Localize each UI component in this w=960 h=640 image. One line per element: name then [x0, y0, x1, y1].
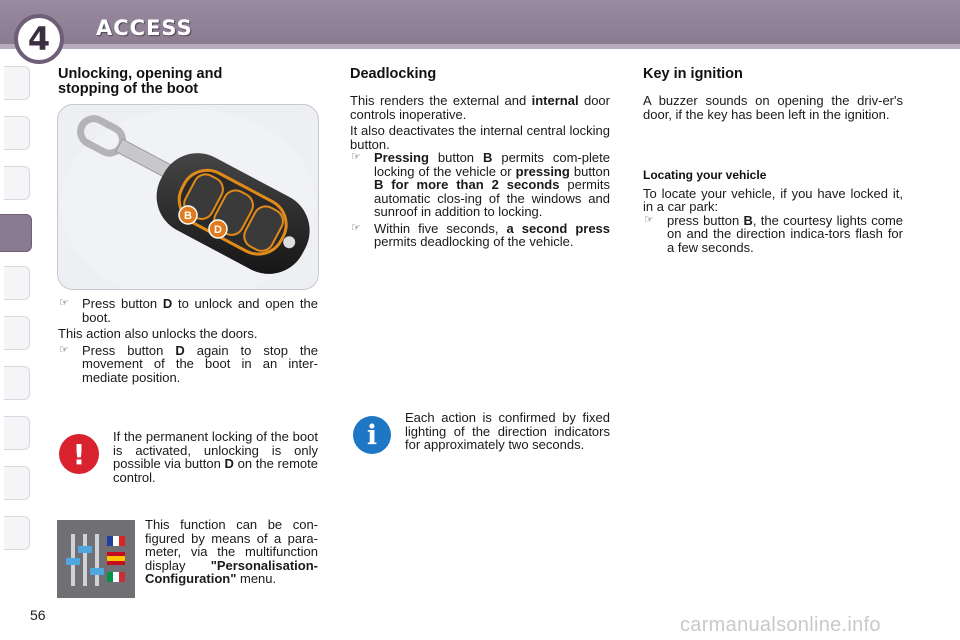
menu-name: "Personalisation-Configuration" [145, 557, 318, 586]
boot-instructions [58, 297, 318, 384]
chapter-tab-1[interactable] [4, 66, 30, 100]
ignition-section [643, 67, 903, 254]
chapter-title: ACCESS [96, 16, 193, 40]
text: Within five seconds, [374, 220, 507, 236]
text: , the courtesy lights come on and the direction indica-tors flash for a few seconds. [667, 212, 904, 255]
chapter-tab-9[interactable] [4, 466, 30, 500]
emphasis: internal [531, 93, 579, 108]
locating-bullet [643, 214, 903, 255]
watermark: carmanualsonline.info [680, 614, 881, 636]
emphasis: pressing [515, 163, 570, 179]
ignition-para: A buzzer sounds on opening the driv-er's door, if the key has been left in the ignition. [643, 93, 903, 122]
text: door controls inoperative. [350, 93, 610, 122]
text: Press button [82, 296, 163, 311]
chapter-number-badge [14, 14, 64, 64]
text: Press button [82, 342, 176, 358]
exclamation-icon: ! [59, 434, 99, 474]
boot-section-heading-wrap [58, 67, 268, 97]
locating-heading: Locating your vehicle [643, 168, 767, 182]
text: permits automatic clos-ing of the windows and sunroof in addition to locking. [374, 177, 610, 219]
key-label-b: B [184, 210, 192, 222]
chapter-tab-10[interactable] [4, 516, 30, 550]
chapter-tab-4-active[interactable] [0, 214, 32, 252]
config-note [145, 518, 318, 586]
emphasis: B for more than 2 seconds [374, 177, 560, 192]
key-label-d: D [214, 224, 222, 236]
text: menu. [236, 571, 277, 586]
button-key-d: D [162, 296, 173, 311]
chapter-number: 4 [27, 20, 51, 58]
chapter-tabs [0, 66, 34, 576]
boot-bullet-1 [58, 297, 318, 324]
text: again to stop the movement of the boot in an inter-mediate position. [82, 342, 318, 385]
chapter-tab-6[interactable] [4, 316, 30, 350]
settings-sliders-flags-icon [57, 520, 135, 598]
page-number: 56 [30, 607, 46, 623]
chapter-tab-2[interactable] [4, 116, 30, 150]
text: This renders the external and [350, 93, 532, 108]
config-icon-svg [57, 520, 135, 598]
emphasis: Pressing [374, 150, 429, 165]
text: on the remote control. [113, 456, 319, 485]
text: to unlock and open the boot. [82, 296, 318, 325]
text: button [569, 163, 610, 179]
chapter-tab-5[interactable] [4, 266, 30, 300]
pointing-hand-icon: ☞ [59, 343, 69, 356]
pointing-hand-icon: ☞ [644, 213, 654, 226]
info-note: Each action is confirmed by fixed lighting of the direction indicators for approximately two seconds. [405, 410, 610, 452]
text: permits deadlocking of the vehicle. [374, 234, 574, 249]
ignition-heading: Key in ignition [643, 66, 743, 82]
deadlocking-para-2: It also deactivates the internal central locking button. [350, 123, 610, 152]
text: permits com-plete locking of the vehicle or [374, 150, 610, 179]
deadlocking-para-1 [350, 94, 610, 121]
boot-bullet-2 [58, 344, 318, 385]
text: If the permanent locking of the boot is activated, unlocking is only possible via button [113, 429, 318, 471]
pointing-hand-icon: ☞ [59, 297, 69, 309]
button-key-d: D [175, 342, 185, 358]
chapter-tab-3[interactable] [4, 166, 30, 200]
chapter-tab-7[interactable] [4, 366, 30, 400]
warning-note [113, 430, 318, 484]
text: press button [667, 212, 744, 228]
header-strip [0, 44, 960, 49]
boot-section-heading: Unlocking, opening and stopping of the boot [58, 66, 223, 97]
deadlocking-section [350, 67, 610, 249]
info-icon: i [353, 416, 391, 454]
pointing-hand-icon: ☞ [351, 221, 361, 234]
button-key-b: B [482, 150, 493, 165]
emphasis: a second press [506, 220, 611, 236]
button-key-d: D [224, 456, 234, 471]
button-key-b: B [743, 212, 753, 228]
deadlocking-bullet-1 [350, 151, 610, 219]
deadlocking-bullet-2 [350, 222, 610, 249]
remote-key-illustration [57, 104, 319, 290]
locating-para: To locate your vehicle, if you have locked it, in a car park: [643, 185, 903, 214]
remote-key-svg [58, 105, 318, 289]
pointing-hand-icon: ☞ [351, 151, 361, 163]
text: button [428, 150, 483, 165]
boot-para: This action also unlocks the doors. [58, 326, 258, 341]
text: This function can be con-figured by means of a para-meter, via the multifunction display [145, 517, 318, 573]
chapter-tab-8[interactable] [4, 416, 30, 450]
deadlocking-heading: Deadlocking [350, 66, 437, 82]
